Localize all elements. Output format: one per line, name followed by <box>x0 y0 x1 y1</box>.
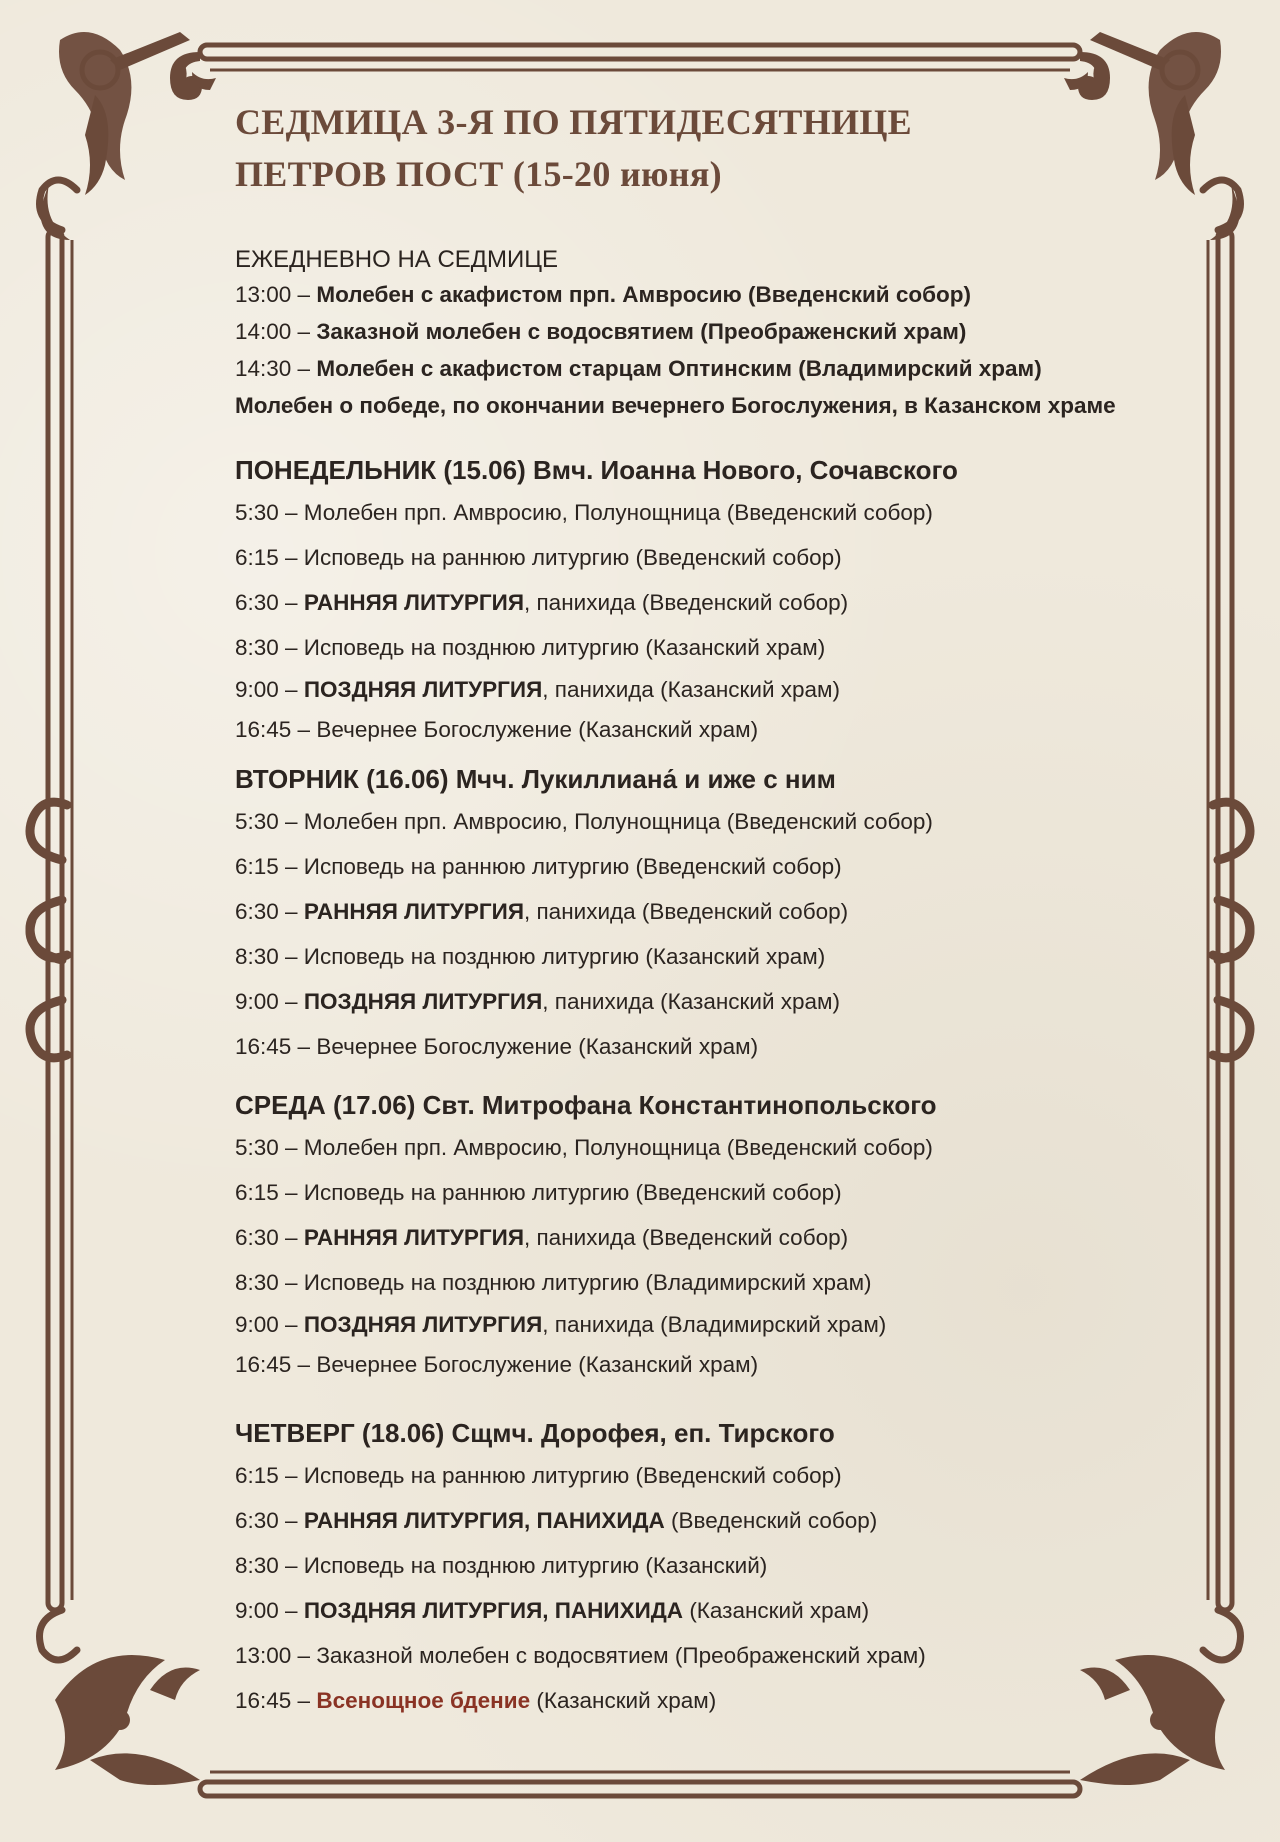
schedule-item <box>235 889 1195 934</box>
day-section-monday <box>235 450 1195 750</box>
item-text: 8:30 – Исповедь на позднюю литургию (Казанский храм) <box>235 635 826 660</box>
schedule-item <box>235 1125 1195 1170</box>
leaf-ornament-icon <box>55 1655 200 1785</box>
daily-line <box>235 313 1195 350</box>
day-section-wednesday <box>235 1085 1195 1385</box>
item-text: 16:45 – Вечернее Богослужение (Казанский храм) <box>235 717 759 742</box>
schedule-item <box>235 979 1195 1024</box>
item-text: 9:00 – <box>235 1598 304 1623</box>
schedule-item <box>235 625 1195 670</box>
item-text: 16:45 – Вечернее Богослужение (Казанский храм) <box>235 1352 759 1377</box>
item-text: (Казанский храм) <box>530 1688 717 1713</box>
schedule-item <box>235 799 1195 844</box>
item-text: , панихида (Введенский собор) <box>524 899 849 924</box>
item-text: 5:30 – Молебен прп. Амвросию, Полунощница (Введенский собор) <box>235 500 933 525</box>
schedule-item <box>235 844 1195 889</box>
item-text: , панихида (Казанский храм) <box>542 989 841 1014</box>
daily-text: Молебен с акафистом старцам Оптинским (Владимирский храм) <box>316 356 1042 381</box>
title-line-2: ПЕТРОВ ПОСТ (15-20 июня) <box>235 154 722 194</box>
daily-line <box>235 276 1195 313</box>
daily-section <box>235 244 1195 424</box>
schedule-content <box>235 96 1195 1723</box>
day-section-thursday <box>235 1413 1195 1723</box>
item-text: 9:00 – <box>235 677 304 702</box>
schedule-item <box>235 1170 1195 1215</box>
daily-heading: ЕЖЕДНЕВНО НА СЕДМИЦЕ <box>235 246 559 273</box>
item-text: 6:30 – <box>235 899 304 924</box>
day-heading: ВТОРНИК (16.06) Мчч. Лукиллиана́ и иже с ним <box>235 764 836 794</box>
item-text: 6:15 – Исповедь на раннюю литургию (Введенский собор) <box>235 854 842 879</box>
daily-text: Молебен о победе, по окончании вечернего Богослужения, в Казанском храме <box>235 393 1116 418</box>
item-text: 6:15 – Исповедь на раннюю литургию (Введенский собор) <box>235 1180 842 1205</box>
schedule-item <box>235 1024 1195 1069</box>
page-title <box>235 96 1195 200</box>
item-text: 6:15 – Исповедь на раннюю литургию (Введенский собор) <box>235 1463 842 1488</box>
daily-text: Заказной молебен с водосвятием (Преображенский храм) <box>316 319 967 344</box>
schedule-item <box>235 1305 1195 1345</box>
item-text: 6:30 – <box>235 1225 304 1250</box>
day-heading: СРЕДА (17.06) Свт. Митрофана Константинопольского <box>235 1090 937 1120</box>
item-text: , панихида (Казанский храм) <box>542 677 841 702</box>
daily-line <box>235 387 1195 424</box>
item-text: 16:45 – Вечернее Богослужение (Казанский храм) <box>235 1034 759 1059</box>
item-bold: РАННЯЯ ЛИТУРГИЯ <box>303 899 524 924</box>
daily-text: Молебен с акафистом прп. Амвросию (Введенский собор) <box>316 282 972 307</box>
daily-time: 13:00 – <box>235 282 317 307</box>
item-text: 16:45 – <box>235 1688 317 1713</box>
item-bold: ПОЗДНЯЯ ЛИТУРГИЯ, ПАНИХИДА <box>303 1598 684 1623</box>
item-bold: РАННЯЯ ЛИТУРГИЯ <box>303 1225 524 1250</box>
schedule-item <box>235 670 1195 710</box>
schedule-item <box>235 1678 1195 1723</box>
schedule-item <box>235 1498 1195 1543</box>
item-text: 6:30 – <box>235 590 304 615</box>
schedule-item <box>235 1215 1195 1260</box>
schedule-item <box>235 1345 1195 1385</box>
item-bold: ПОЗДНЯЯ ЛИТУРГИЯ <box>303 989 543 1014</box>
item-text: (Казанский храм) <box>683 1598 870 1623</box>
item-bold: ПОЗДНЯЯ ЛИТУРГИЯ <box>303 1312 543 1337</box>
item-text: 8:30 – Исповедь на позднюю литургию (Владимирский храм) <box>235 1270 872 1295</box>
angel-trumpet-icon <box>40 32 190 240</box>
item-text: , панихида (Введенский собор) <box>524 1225 849 1250</box>
item-text: 8:30 – Исповедь на позднюю литургию (Казанский) <box>235 1553 768 1578</box>
title-line-1: СЕДМИЦА 3-Я ПО ПЯТИДЕСЯТНИЦЕ <box>235 102 912 142</box>
item-text: 6:30 – <box>235 1508 304 1533</box>
daily-time: 14:30 – <box>235 356 317 381</box>
item-text: , панихида (Введенский собор) <box>524 590 849 615</box>
item-text: 8:30 – Исповедь на позднюю литургию (Казанский храм) <box>235 944 826 969</box>
day-section-tuesday <box>235 759 1195 1069</box>
item-bold: ПОЗДНЯЯ ЛИТУРГИЯ <box>303 677 543 702</box>
day-heading: ПОНЕДЕЛЬНИК (15.06) Вмч. Иоанна Нового, Сочавского <box>235 455 958 485</box>
day-heading: ЧЕТВЕРГ (18.06) Сщмч. Дорофея, еп. Тирского <box>235 1418 835 1448</box>
daily-line <box>235 350 1195 387</box>
schedule-item <box>235 1588 1195 1633</box>
schedule-item <box>235 580 1195 625</box>
item-text: 9:00 – <box>235 1312 304 1337</box>
item-text: 9:00 – <box>235 989 304 1014</box>
item-text: , панихида (Владимирский храм) <box>542 1312 887 1337</box>
schedule-item <box>235 1260 1195 1305</box>
schedule-item <box>235 535 1195 580</box>
item-highlight: Всенощное бдение <box>316 1688 531 1713</box>
schedule-item <box>235 490 1195 535</box>
daily-time: 14:00 – <box>235 319 317 344</box>
item-text: 5:30 – Молебен прп. Амвросию, Полунощница (Введенский собор) <box>235 1135 933 1160</box>
schedule-item <box>235 1633 1195 1678</box>
item-text: (Введенский собор) <box>664 1508 878 1533</box>
item-bold: РАННЯЯ ЛИТУРГИЯ, ПАНИХИДА <box>303 1508 665 1533</box>
item-bold: РАННЯЯ ЛИТУРГИЯ <box>303 590 524 615</box>
schedule-item <box>235 710 1195 750</box>
schedule-item <box>235 934 1195 979</box>
item-text: 6:15 – Исповедь на раннюю литургию (Введенский собор) <box>235 545 842 570</box>
schedule-item <box>235 1453 1195 1498</box>
schedule-item <box>235 1543 1195 1588</box>
item-text: 5:30 – Молебен прп. Амвросию, Полунощница (Введенский собор) <box>235 809 933 834</box>
item-text: 13:00 – Заказной молебен с водосвятием (Преображенский храм) <box>235 1643 926 1668</box>
